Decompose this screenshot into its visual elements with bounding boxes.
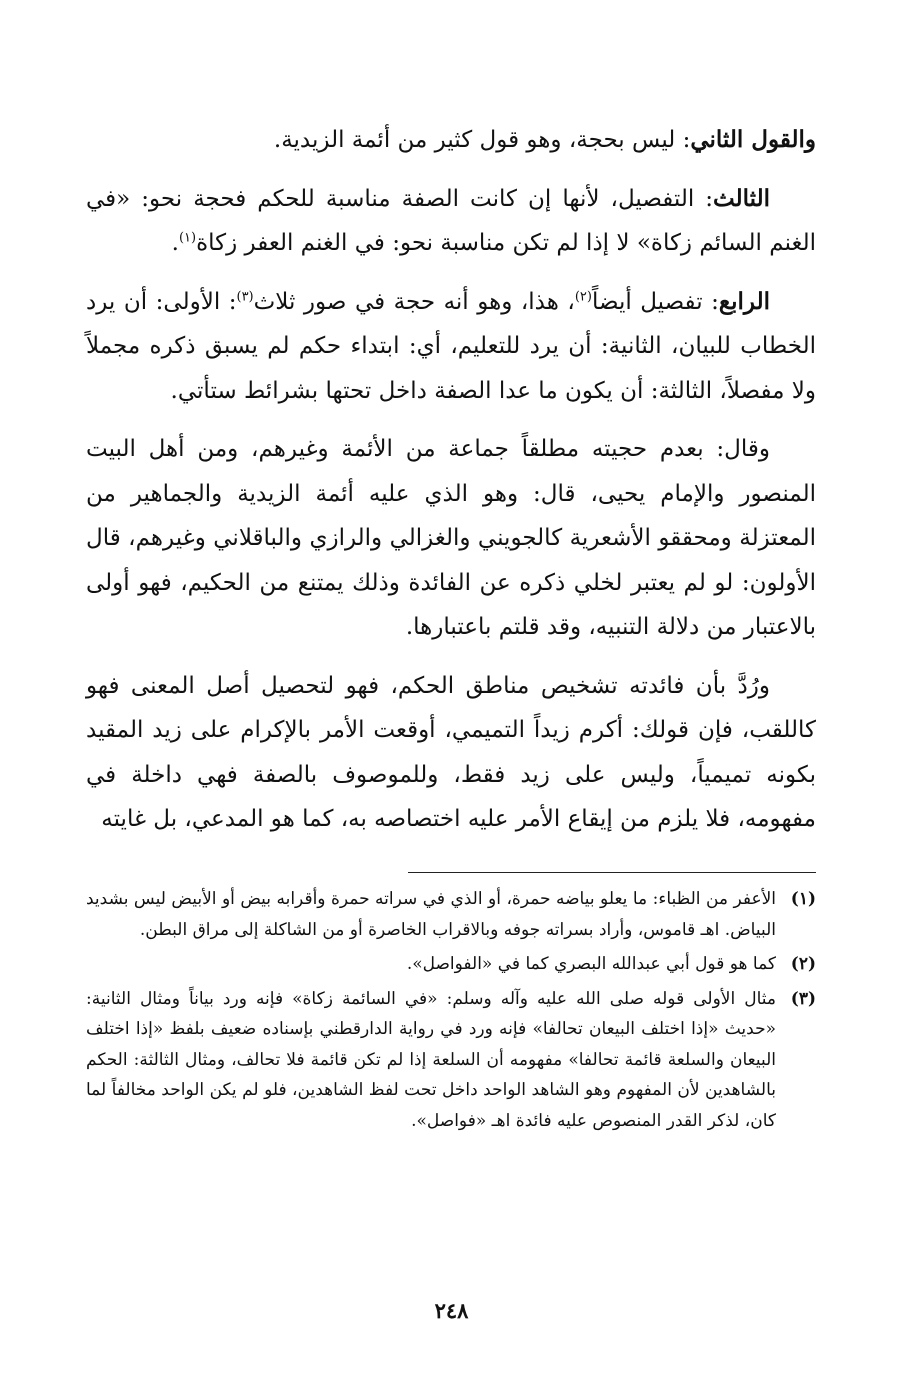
paragraph-third-opinion bbox=[86, 177, 816, 266]
page-number: ٢٤٨ bbox=[434, 1298, 469, 1323]
footnote-ref-2: (٢) bbox=[574, 288, 592, 304]
footnote-text: كما هو قول أبي عبدالله البصري كما في «الفواصل». bbox=[406, 954, 776, 974]
paragraph-text: ، هذا، وهو أنه حجة في صور ثلاث bbox=[253, 288, 575, 315]
footnote-number: (٣) bbox=[790, 988, 816, 1009]
paragraph-text: : تفصيل أيضاً bbox=[591, 288, 719, 315]
paragraph-second-opinion bbox=[86, 118, 816, 163]
paragraph-text: ورُدَّ بأن فائدته تشخيص مناطق الحكم، فهو لتحصيل أصل المعنى فهو كاللقب، فإن قولك: أكرم زيداً التميمي، أوقعت الأمر بالإكرام على زيد المقيد بكونه تميمياً، وليس على زيد فقط، وللموصوف بالصفة فهي داخلة في مفهومه، فلا يلزم من إيقاع الأمر عليه اختصاصه به، كما هو المدعي، بل غايته bbox=[86, 672, 816, 832]
footnote-ref-1: (١) bbox=[178, 230, 197, 246]
footnote-text: مثال الأولى قوله صلى الله عليه وآله وسلم: «في السائمة زكاة» فإنه ورد بياناً ومثال الثانية: «حديث «إذا اختلف البيعان تحالفا» فإنه ورد في رواية الدارقطني بإسناده ضعيف بلفظ «إذا اختلف البيعان والسلعة قائمة تحالفا» مفهومه أن السلعة إذا لم تكن قائمة فلا تحالف، ومثال الثالثة: الحكم بالشاهدين لأن المفهوم وهو الشاهد الواحد داخل تحت لفظ الشاهدين، فلو لم يكن الواحد مخالفاً لما كان، لذكر القدر المنصوص عليه فائدة اهـ «فواصل». bbox=[86, 988, 777, 1131]
paragraph-tail: . bbox=[171, 230, 179, 256]
footnote-item bbox=[86, 884, 816, 945]
paragraph-text: وقال: بعدم حجيته مطلقاً جماعة من الأئمة وغيرهم، ومن أهل البيت المنصور والإمام يحيى، قال: وهو الذي عليه أئمة الزيدية والجماهير من المعتزلة ومحققو الأشعرية كالجويني والغزالي والرازي والباقلاني وغيرهم، قال الأولون: لو لم يعتبر لخلي ذكره عن الفائدة وذلك يمتنع من الحكيم، فهو أولى بالاعتبار من دلالة التنبيه، وقد قلتم باعتبارها. bbox=[86, 436, 816, 640]
paragraph-text: : الأولى: أن يرد الخطاب للبيان، الثانية: أن يرد للتعليم، أي: ابتداء حكم لم يسبق ذكره مجملاً ولا مفصلاً، الثالثة: أن يكون ما عدا الصفة داخل تحتها بشرائط ستأتي. bbox=[86, 288, 816, 404]
paragraph-text: : ليس بحجة، وهو قول كثير من أئمة الزيدية. bbox=[273, 127, 691, 153]
footnotes bbox=[86, 884, 816, 1140]
footnote-separator bbox=[408, 872, 816, 873]
paragraph-fourth-opinion bbox=[86, 280, 816, 414]
paragraph-text: : التفصيل، لأنها إن كانت الصفة مناسبة للحكم فحجة نحو: «في الغنم السائم زكاة» لا إذا لم تكن مناسبة نحو: في الغنم العفر زكاة bbox=[86, 185, 816, 256]
footnote-number: (٢) bbox=[790, 954, 816, 974]
main-text bbox=[86, 118, 816, 856]
footnote-text: الأعفر من الظباء: ما يعلو بياضه حمرة، أو الذي في سراته حمرة وأقرابه بيض أو الأبيض ليس بشديد البياض. اهـ قاموس، وأراد بسراته جوفه وبالاقراب الخاصرة أو من الشاكلة إلى مراق البطن. bbox=[86, 889, 777, 940]
footnote-ref-3: (٣) bbox=[236, 288, 254, 304]
footnote-number: (١) bbox=[790, 889, 816, 909]
paragraph-rebuttal bbox=[86, 664, 816, 842]
footnote-item bbox=[86, 984, 816, 1137]
paragraph-lead: الرابع bbox=[718, 287, 770, 315]
footnote-item bbox=[86, 949, 816, 980]
paragraph-lead: الثالث bbox=[713, 184, 770, 212]
paragraph-lead: والقول الثاني bbox=[690, 126, 816, 153]
paragraph-saying bbox=[86, 427, 816, 650]
